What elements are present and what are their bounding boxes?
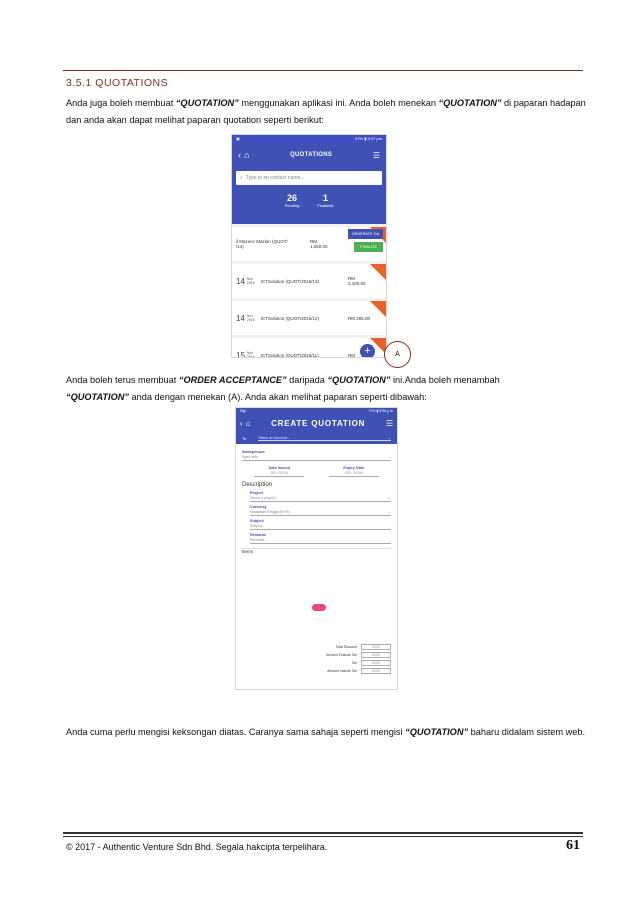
create-quotation-screenshot: Digi 71% ▮ 5:56 p.m ‹ ⌂ CREATE QUOTATION ☰ To Select an Account... ⌄ Salesperson Syed arfin ⌄ Date Issued DD / 02/16 Expiry Date DD / 02/16 Description Project Select a project... ⌄ Currency Malaysian Ringgit (MYR) ⌄ Subject Subject... Remarks Remarks... Items Total Discount 00.00 Amount Exclude Tax 00.00 Tax 00.00 Amount Include Tax 00.00: [235, 407, 398, 690]
subject-input[interactable]: Subject...: [250, 523, 391, 530]
app-bar: [232, 143, 386, 167]
quotations-screenshot: [231, 134, 387, 358]
tax-field[interactable]: 00.00: [361, 660, 391, 666]
status-ribbon: [370, 301, 386, 317]
generate-oa-button[interactable]: GENERATE OA: [348, 229, 383, 239]
page-number: 61: [566, 838, 580, 853]
account-select[interactable]: Select an Account... ⌄: [258, 435, 391, 440]
app-bar: [236, 415, 397, 432]
paragraph-order-acceptance: Anda boleh terus membuat “ORDER ACCEPTANCE” daripada “QUOTATION” ini.Anda boleh menambah “QUOTATION” anda dengan menekan (A). Anda akan melihat paparan seperti dibawah:: [66, 375, 500, 402]
search-icon: ⌕: [240, 175, 243, 181]
paragraph-intro: Anda juga boleh membuat “QUOTATION” menggunakan aplikasi ini. Anda boleh menekan “QUOTATION” di paparan hadapan dan anda akan dapat melihat paparan quotation seperti berikut:: [66, 98, 586, 125]
top-rule: [63, 70, 583, 71]
quotation-row[interactable]: il Mazeez Mazlan (QUOT/ /14) RM 1,060.00 GENERATE OA FINALIZE: [232, 227, 386, 261]
quotation-row[interactable]: 14 Nov 2016 ICTSolution (QUOT/2016/12) RM 265.00: [232, 301, 386, 335]
amount-exclude-tax-field[interactable]: 00.00: [361, 652, 391, 658]
menu-icon[interactable]: ☰: [372, 150, 380, 160]
chevron-down-icon: ⌄: [387, 496, 391, 500]
expiry-date-field[interactable]: DD / 02/16: [329, 470, 379, 477]
paragraph-instructions: Anda cuma perlu mengisi keksongan diatas. Caranya sama sahaja seperti mengisi “QUOTATION” baharu didalam sistem web.: [66, 727, 586, 737]
totals: Total Discount 00.00 Amount Exclude Tax 00.00 Tax 00.00 Amount Include Tax 00.00: [242, 643, 391, 675]
chevron-down-icon: ⌄: [387, 435, 391, 440]
salesperson-select[interactable]: Syed arfin ⌄: [242, 455, 391, 459]
add-item-button[interactable]: [312, 604, 326, 611]
screen-title: CREATE QUOTATION: [271, 419, 366, 428]
date-issued-field[interactable]: DD / 02/16: [254, 470, 304, 477]
finalize-button[interactable]: FINALIZE: [354, 242, 383, 252]
back-icon[interactable]: ‹: [240, 419, 243, 428]
footer-rule-thin: [63, 836, 583, 837]
chevron-down-icon: ⌄: [387, 510, 391, 514]
status-ribbon: [370, 264, 386, 280]
currency-select[interactable]: Malaysian Ringgit (MYR) ⌄: [250, 510, 391, 514]
to-row: To Select an Account... ⌄: [236, 432, 397, 444]
screen-title: QUOTATIONS: [290, 152, 333, 158]
contact-search-input[interactable]: ⌕ Type in an contact name...: [236, 171, 382, 185]
status-bar: ▣ 67% ▮ 5:47 pm: [232, 135, 386, 143]
quotation-stats: [232, 191, 386, 224]
remarks-input[interactable]: Remarks...: [250, 537, 391, 544]
footer-rule: [63, 832, 583, 834]
section-heading: 3.5.1 QUOTATIONS: [66, 77, 169, 89]
stat-finalized[interactable]: 1 Finalized: [317, 193, 334, 208]
menu-icon[interactable]: ☰: [385, 419, 393, 428]
description-heading: Description: [242, 482, 273, 488]
quotation-row[interactable]: 15 Nov 2016 ICTSolution (QUOT/2016/11) RM: [232, 338, 386, 358]
copyright-footer: © 2017 - Authentic Venture Sdn Bhd. Segala hakcipta terpelihara.: [66, 842, 328, 852]
home-icon[interactable]: ⌂: [244, 150, 250, 160]
amount-include-tax-field[interactable]: 00.00: [361, 668, 391, 674]
chevron-down-icon: ⌄: [387, 455, 391, 459]
callout-marker-a: A: [384, 341, 411, 368]
project-select[interactable]: Select a project... ⌄: [250, 496, 391, 500]
home-icon[interactable]: ⌂: [245, 419, 251, 428]
back-icon[interactable]: ‹: [238, 150, 241, 160]
add-quotation-button[interactable]: +: [360, 344, 375, 358]
stat-pending[interactable]: 26 Pending: [284, 193, 300, 208]
quotation-row[interactable]: 14 Nov 2016 ICTSolution (QUOT/2016/13) RM 3,100.00: [232, 264, 386, 298]
items-section: Items: [242, 548, 391, 643]
total-discount-field[interactable]: 00.00: [361, 644, 391, 650]
status-bar: Digi 71% ▮ 5:56 p.m: [236, 408, 397, 415]
